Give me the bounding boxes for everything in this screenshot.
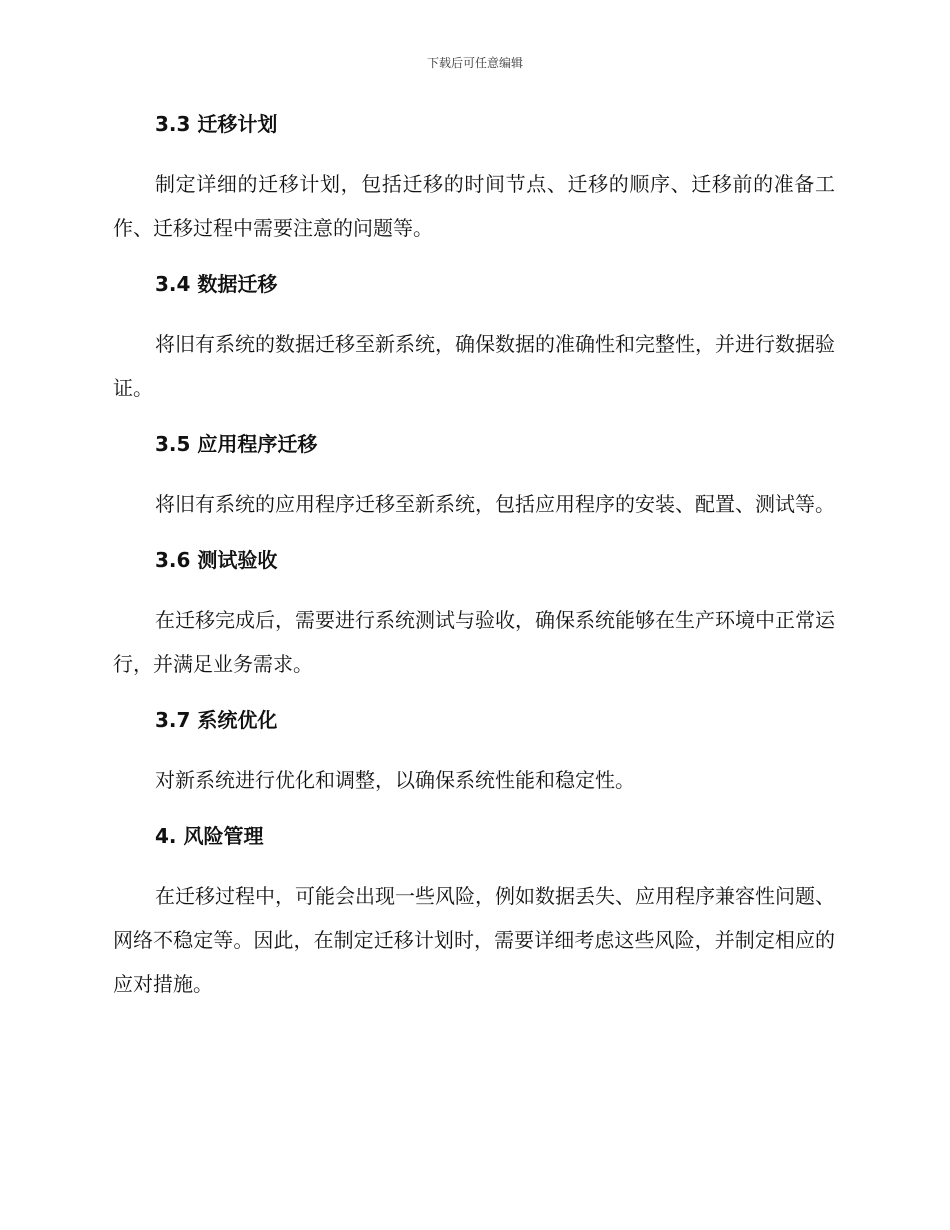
section-paragraph: 对新系统进行优化和调整，以确保系统性能和稳定性。 — [155, 768, 635, 792]
section-paragraph: 在迁移过程中，可能会出现一些风险，例如数据丢失、应用程序兼容性问题、网络不稳定等。因此，在制定迁移计划时，需要详细考虑这些风险，并制定相应的应对措施。 — [113, 884, 835, 996]
section-3-6 — [113, 544, 835, 686]
section-4 — [113, 820, 835, 1006]
section-3-3 — [113, 108, 835, 250]
page-header: 下载后可任意编辑 — [426, 56, 523, 70]
section-paragraph: 在迁移完成后，需要进行系统测试与验收，确保系统能够在生产环境中正常运行，并满足业务需求。 — [113, 608, 835, 676]
section-paragraph: 将旧有系统的数据迁移至新系统，确保数据的准确性和完整性，并进行数据验证。 — [113, 332, 835, 400]
section-paragraph: 制定详细的迁移计划，包括迁移的时间节点、迁移的顺序、迁移前的准备工作、迁移过程中需要注意的问题等。 — [113, 172, 835, 240]
section-heading: 3.3 迁移计划 — [155, 112, 278, 136]
section-heading: 3.7 系统优化 — [155, 708, 278, 732]
section-heading: 3.4 数据迁移 — [155, 272, 278, 296]
section-3-7 — [113, 704, 835, 802]
section-heading: 3.6 测试验收 — [155, 548, 278, 572]
document-content — [113, 108, 835, 1024]
section-paragraph: 将旧有系统的应用程序迁移至新系统，包括应用程序的安装、配置、测试等。 — [155, 492, 835, 516]
section-3-4 — [113, 268, 835, 410]
section-heading: 4. 风险管理 — [155, 824, 264, 848]
section-3-5 — [113, 428, 835, 526]
section-heading: 3.5 应用程序迁移 — [155, 432, 318, 456]
